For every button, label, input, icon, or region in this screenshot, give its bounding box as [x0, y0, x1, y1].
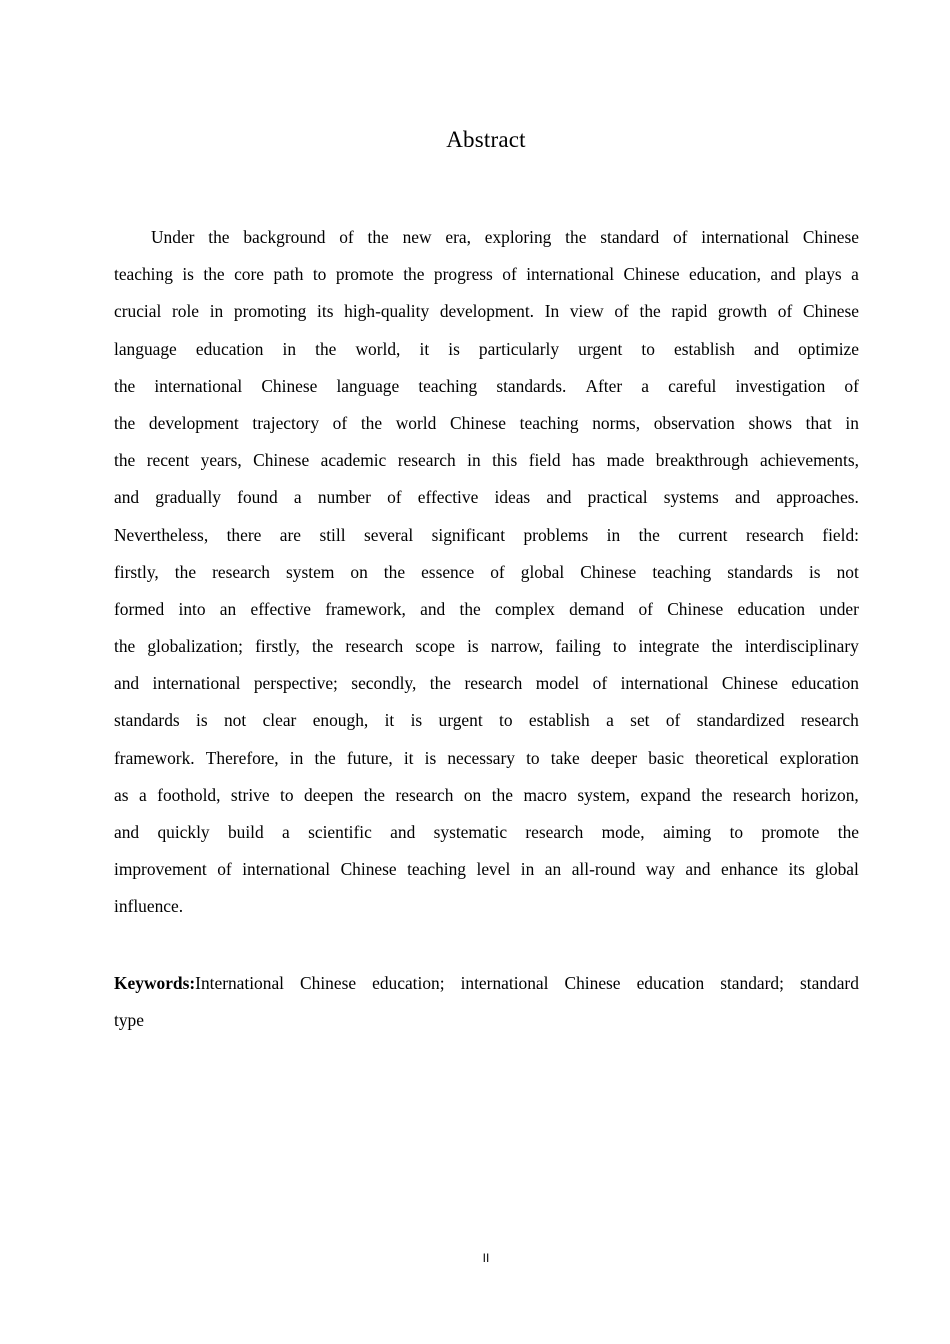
word: research	[395, 784, 454, 805]
word: role	[171, 301, 200, 322]
word: of	[332, 412, 348, 433]
word: and	[685, 859, 711, 880]
word: into	[178, 598, 206, 619]
word: Nevertheless,	[114, 524, 209, 545]
word: basic	[648, 747, 685, 768]
word: progress	[433, 264, 493, 285]
word: the	[383, 561, 406, 582]
abstract-line	[114, 817, 859, 854]
word: shows	[748, 412, 792, 433]
abstract-line	[114, 334, 859, 371]
word: the	[114, 375, 136, 396]
word: promote	[335, 264, 394, 285]
word: on	[350, 561, 368, 582]
word: is	[196, 710, 208, 731]
word: clear	[262, 710, 297, 731]
word: years,	[200, 450, 242, 471]
abstract-line	[114, 408, 859, 445]
word: necessary	[447, 747, 515, 768]
word: standard	[799, 973, 859, 993]
word: in	[282, 338, 297, 359]
word: and	[420, 598, 446, 619]
word: the	[491, 784, 513, 805]
word: the	[639, 301, 661, 322]
word: research	[212, 561, 270, 582]
word: is	[448, 338, 460, 359]
keywords-label: Keywords:	[114, 973, 196, 993]
word: gradually	[155, 487, 221, 508]
word: and	[114, 822, 140, 842]
word: strive	[230, 784, 270, 805]
word: it	[384, 710, 395, 731]
abstract-line	[114, 520, 859, 557]
word: as	[114, 784, 129, 805]
word: education	[791, 673, 859, 694]
word: new	[402, 227, 432, 247]
word: establish	[528, 710, 590, 731]
word: quickly	[157, 822, 210, 842]
abstract-line	[114, 891, 859, 928]
word: of	[614, 301, 629, 322]
word: crucial	[114, 301, 162, 322]
word: and	[753, 338, 780, 359]
word: systems	[663, 487, 719, 508]
word: exploring	[484, 227, 552, 247]
word: Under	[151, 227, 195, 247]
word: is	[808, 561, 821, 582]
word: research	[397, 450, 456, 471]
word: plays	[804, 264, 842, 285]
word: to	[526, 747, 540, 768]
word: research	[525, 822, 584, 842]
word: international	[620, 673, 709, 694]
word: After	[585, 375, 623, 396]
word: the	[837, 822, 859, 842]
word: Chinese	[253, 450, 310, 471]
word: the	[114, 450, 136, 471]
abstract-line	[114, 371, 859, 408]
abstract-line	[114, 296, 859, 333]
word: international	[152, 673, 241, 694]
word: the	[114, 636, 136, 657]
word: teaching	[418, 375, 478, 396]
word: research	[345, 636, 404, 657]
word: international	[460, 973, 549, 993]
word: on	[463, 784, 482, 805]
word: Chinese	[564, 973, 621, 993]
keywords-section	[114, 968, 859, 1042]
word: the	[208, 227, 230, 247]
word: in	[845, 412, 859, 433]
word: Chinese	[623, 264, 680, 285]
word: education	[636, 973, 705, 993]
word: of	[387, 487, 402, 508]
word: demand	[569, 598, 625, 619]
word: standardized	[696, 710, 785, 731]
word: trajectory	[252, 412, 320, 433]
abstract-line	[114, 668, 859, 705]
word: narrow,	[490, 636, 544, 657]
word: of	[592, 673, 608, 694]
word: and	[114, 487, 140, 508]
word: deeper	[590, 747, 638, 768]
word: to	[280, 784, 294, 805]
word: Chinese	[667, 598, 724, 619]
word: an	[219, 598, 237, 619]
word: its	[317, 301, 334, 322]
word: promoting	[233, 301, 307, 322]
word: is	[182, 264, 194, 285]
word: teaching	[519, 412, 579, 433]
word: scientific	[308, 822, 372, 842]
word: still	[319, 524, 346, 545]
abstract-line	[114, 594, 859, 631]
word: the	[367, 227, 389, 247]
word: complex	[495, 598, 555, 619]
word: system	[286, 561, 335, 582]
word: to	[312, 264, 327, 285]
word: world,	[355, 338, 401, 359]
word: rapid	[671, 301, 708, 322]
word: standards	[727, 561, 793, 582]
word: observation	[653, 412, 735, 433]
word: the	[114, 412, 136, 433]
word: background	[243, 227, 326, 247]
word: education	[737, 598, 806, 619]
word: research	[464, 673, 523, 694]
word: global	[520, 561, 565, 582]
word: essence	[421, 561, 475, 582]
word: it	[419, 338, 430, 359]
abstract-line	[114, 557, 859, 594]
word: a	[606, 710, 614, 731]
word: there	[226, 524, 262, 545]
abstract-line	[114, 482, 859, 519]
word: not	[223, 710, 247, 731]
word: take	[550, 747, 580, 768]
word: international	[701, 227, 790, 247]
word: systematic	[433, 822, 508, 842]
word: way	[645, 859, 675, 880]
word: scope	[415, 636, 455, 657]
word: global	[815, 859, 859, 880]
word: research	[732, 784, 791, 805]
word: failing	[555, 636, 601, 657]
word: Chinese	[449, 412, 506, 433]
word: language	[114, 338, 177, 359]
word: in	[606, 524, 621, 545]
abstract-paragraph	[114, 222, 859, 929]
word: has	[572, 450, 596, 471]
word: in	[289, 747, 304, 768]
word: of	[490, 561, 505, 582]
word: found	[237, 487, 278, 508]
word: and	[770, 264, 796, 285]
word: mode,	[601, 822, 645, 842]
word: a	[641, 375, 649, 396]
word: teaching	[114, 264, 173, 285]
word: system,	[577, 784, 631, 805]
word: Therefore,	[205, 747, 279, 768]
word: view	[569, 301, 604, 322]
word: and	[546, 487, 572, 508]
word: significant	[431, 524, 506, 545]
word: the	[701, 784, 723, 805]
word: research	[800, 710, 859, 731]
word: level	[476, 859, 511, 880]
word: is	[467, 636, 479, 657]
page-title: Abstract	[446, 127, 526, 152]
word: number	[317, 487, 371, 508]
word: of	[638, 598, 653, 619]
word: particularly	[478, 338, 560, 359]
word: perspective;	[253, 673, 338, 694]
word: establish	[673, 338, 735, 359]
word: of	[502, 264, 517, 285]
word: education,	[689, 264, 761, 285]
word: the	[311, 636, 334, 657]
word: approaches.	[776, 487, 859, 508]
word: development	[148, 412, 239, 433]
abstract-line	[114, 780, 859, 817]
word: the	[314, 747, 336, 768]
abstract-line	[114, 259, 859, 296]
word: all-round	[571, 859, 636, 880]
word: a	[851, 264, 859, 285]
word: the	[174, 561, 197, 582]
abstract-line	[114, 743, 859, 780]
word: core	[234, 264, 265, 285]
word: interdisciplinary	[744, 636, 859, 657]
word: in	[520, 859, 535, 880]
abstract-line	[114, 222, 859, 259]
word: standard	[600, 227, 660, 247]
word: Chinese	[802, 227, 859, 247]
word: the	[565, 227, 587, 247]
keywords-line-2	[114, 1005, 859, 1042]
word: of	[672, 227, 688, 247]
word: a	[293, 487, 302, 508]
word: standards	[114, 710, 180, 731]
word: a	[138, 784, 147, 805]
word: not	[836, 561, 859, 582]
word: language	[336, 375, 400, 396]
word: macro	[523, 784, 567, 805]
page-number: II	[482, 1251, 490, 1265]
word: framework,	[325, 598, 406, 619]
word: effective	[250, 598, 311, 619]
word: in	[467, 450, 481, 471]
word: influence.	[114, 896, 184, 917]
word: international	[154, 375, 243, 396]
word: promote	[761, 822, 820, 842]
word: education;	[372, 973, 445, 993]
word: teaching	[407, 859, 466, 880]
word: education	[195, 338, 264, 359]
word: Chinese	[261, 375, 318, 396]
word: the	[203, 264, 225, 285]
word: optimize	[798, 338, 859, 359]
word: achievements,	[759, 450, 859, 471]
word: the	[711, 636, 733, 657]
word: Chinese	[580, 561, 637, 582]
word: is	[424, 747, 437, 768]
word: norms,	[592, 412, 641, 433]
keywords-line-1	[114, 968, 859, 1005]
word: teaching	[652, 561, 712, 582]
word: growth	[717, 301, 768, 322]
word: Chinese	[721, 673, 778, 694]
keywords-label-and-first-word: Keywords:International	[114, 973, 285, 993]
word: world	[395, 412, 437, 433]
word: and	[114, 673, 140, 694]
word: deepen	[304, 784, 354, 805]
word: to	[729, 822, 744, 842]
word: it	[403, 747, 414, 768]
word: to	[499, 710, 513, 731]
word: era,	[445, 227, 471, 247]
word: standards.	[496, 375, 567, 396]
word: in	[209, 301, 224, 322]
word: the	[363, 784, 385, 805]
word: the	[459, 598, 481, 619]
word: careful	[668, 375, 717, 396]
word: investigation	[735, 375, 826, 396]
word: foothold,	[157, 784, 221, 805]
word: that	[805, 412, 832, 433]
word: set	[630, 710, 650, 731]
word: enough,	[312, 710, 369, 731]
word: urgent	[578, 338, 623, 359]
word: field:	[822, 524, 859, 545]
word: to	[641, 338, 655, 359]
word: international	[242, 859, 331, 880]
word: firstly,	[255, 636, 300, 657]
word: its	[788, 859, 805, 880]
word: effective	[417, 487, 479, 508]
abstract-line	[114, 445, 859, 482]
word: field	[528, 450, 561, 471]
word: the	[429, 673, 452, 694]
word: problems	[523, 524, 589, 545]
abstract-line	[114, 854, 859, 891]
word: Chinese	[802, 301, 859, 322]
word: of	[844, 375, 859, 396]
word: and	[390, 822, 416, 842]
word: framework.	[114, 747, 195, 768]
word: a	[282, 822, 290, 842]
word: urgent	[438, 710, 483, 731]
word: the	[403, 264, 425, 285]
word: and	[734, 487, 761, 508]
word: development.	[439, 301, 535, 322]
word: several	[363, 524, 414, 545]
word: integrate	[638, 636, 700, 657]
word: under	[819, 598, 859, 619]
word: made	[606, 450, 645, 471]
abstract-line	[114, 631, 859, 668]
word: is	[410, 710, 423, 731]
word: aiming	[662, 822, 712, 842]
word: enhance	[721, 859, 778, 880]
word: to	[612, 636, 627, 657]
word: theoretical	[695, 747, 769, 768]
word: the	[315, 338, 337, 359]
word: are	[279, 524, 302, 545]
word: ideas	[494, 487, 531, 508]
word: of	[777, 301, 793, 322]
word: Chinese	[340, 859, 397, 880]
word: of	[665, 710, 681, 731]
word: breakthrough	[655, 450, 749, 471]
word: path	[273, 264, 304, 285]
word: international	[526, 264, 615, 285]
word: improvement	[114, 859, 207, 880]
word: high-quality	[344, 301, 430, 322]
word: research	[745, 524, 804, 545]
word: model	[535, 673, 580, 694]
word: formed	[114, 598, 165, 619]
word: of	[339, 227, 354, 247]
word: secondly,	[351, 673, 417, 694]
word: of	[217, 859, 232, 880]
word: academic	[320, 450, 387, 471]
word: build	[227, 822, 264, 842]
word: recent	[146, 450, 190, 471]
word: horizon,	[801, 784, 859, 805]
abstract-line	[114, 705, 859, 742]
word: firstly,	[114, 561, 159, 582]
word: In	[544, 301, 560, 322]
word: an	[544, 859, 562, 880]
word: Chinese	[300, 973, 357, 993]
word: the	[638, 524, 660, 545]
word: globalization;	[147, 636, 243, 657]
word: the	[360, 412, 383, 433]
word: expand	[640, 784, 691, 805]
word: this	[492, 450, 518, 471]
word: standard;	[720, 973, 784, 993]
word: practical	[587, 487, 648, 508]
word: future,	[346, 747, 393, 768]
keywords-text-continued: type	[114, 1010, 144, 1031]
word: current	[678, 524, 728, 545]
word: exploration	[779, 747, 859, 768]
